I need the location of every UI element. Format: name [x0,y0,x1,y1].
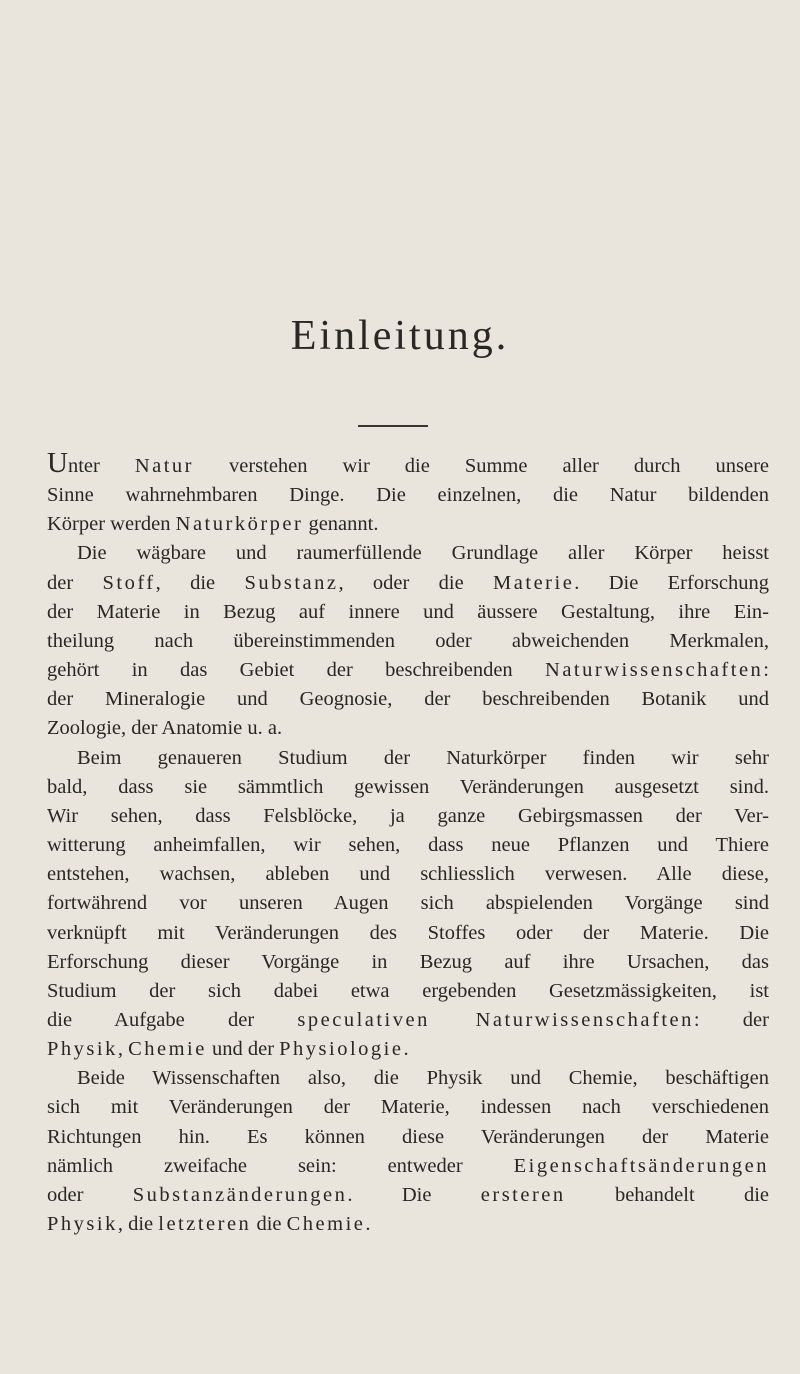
text-run: nter [67,455,135,477]
drop-cap: U [47,447,68,479]
text-line [47,569,769,598]
emphasized-term: Chemie [128,1038,207,1061]
text-run: Erforschung dieser Vorgänge in Bezug auf ihre Ursachen, das [47,950,769,973]
emphasized-term: letzteren [158,1213,252,1236]
text-line [47,627,769,656]
text-run: witterung anheimfallen, wir sehen, dass neue Pflanzen und Thiere [47,834,769,857]
text-run: die Aufgabe der [47,1008,298,1031]
text-line [47,1064,769,1093]
text-line [47,714,769,743]
text-run: sich mit Veränderungen der Materie, indessen nach verschiedenen [47,1096,769,1119]
emphasized-term: Physik [47,1213,118,1236]
emphasized-term: Naturwissenschaften [545,659,764,682]
text-line [47,1152,769,1181]
text-line [47,773,769,802]
text-run: . [365,1213,371,1236]
text-run: Körper werden [47,513,176,536]
text-run: verstehen wir die Summe aller durch unsere [194,455,770,477]
text-line [47,447,770,481]
body-text [47,447,770,1239]
text-line [47,744,769,773]
emphasized-term: Materie [493,571,575,594]
emphasized-term: Physik [47,1038,118,1061]
text-line [47,539,769,568]
text-run: : der [693,1008,769,1031]
text-line [47,919,769,948]
text-run: . [403,1038,409,1061]
text-line [47,977,769,1006]
emphasized-term: speculativen Naturwissenschaften [297,1008,694,1031]
emphasized-term: Substanzänderungen [132,1183,348,1206]
text-run: , [117,1038,129,1061]
text-line [47,1210,769,1239]
text-line [47,1181,769,1210]
emphasized-term: Eigenschaftsänderungen [513,1154,769,1177]
text-run: Beide Wissenschaften also, die Physik und Chemie, beschäftigen [77,1067,769,1090]
text-run: die [251,1213,287,1236]
title-divider [358,425,428,427]
text-line [47,1093,769,1122]
text-line [47,860,769,889]
text-run: der [47,571,103,594]
text-run: Richtungen hin. Es können diese Veränderungen der Materie [47,1125,769,1148]
text-run: Sinne wahrnehmbaren Dinge. Die einzelnen, die Natur bildenden [47,484,769,507]
text-line [47,1035,769,1064]
text-run: der Mineralogie und Geognosie, der beschreibenden Botanik und [47,688,769,711]
text-run: genannt. [303,513,379,536]
text-run: der Materie in Bezug auf innere und äussere Gestaltung, ihre Ein- [47,600,769,623]
text-run: gehört in das Gebiet der beschreibenden [47,659,546,682]
text-run: theilung nach übereinstimmenden oder abweichenden Merkmalen, [47,629,769,652]
text-run: Beim genaueren Studium der Naturkörper finden wir sehr [77,746,769,769]
text-run: bald, dass sie sämmtlich gewissen Veränderungen ausgesetzt sind. [47,775,769,798]
text-line [47,831,769,860]
text-run: . Die [347,1183,481,1206]
emphasized-term: Substanz [244,571,339,594]
emphasized-term: ersteren [480,1183,566,1206]
text-line [47,656,769,685]
text-line [47,1006,769,1035]
text-run: fortwährend vor unseren Augen sich abspielenden Vorgänge sind [47,892,769,915]
emphasized-term: Chemie [286,1213,366,1236]
text-line [47,685,769,714]
text-line [47,1123,769,1152]
emphasized-term: Stoff [102,571,156,594]
chapter-title: Einleitung. [290,313,510,359]
text-run: : [763,659,769,682]
text-line [47,948,769,977]
text-run: , oder die [338,571,494,594]
text-run: behandelt die [565,1183,769,1206]
text-run: und der [206,1038,280,1061]
text-run: oder [47,1183,133,1206]
text-line [47,598,769,627]
emphasized-term: Naturkörper [175,513,304,536]
text-run: Wir sehen, dass Felsblöcke, ja ganze Gebirgsmassen der Ver- [47,804,769,827]
emphasized-term: Physiologie [279,1038,404,1061]
emphasized-term: Natur [134,455,194,477]
text-run: Die wägbare und raumerfüllende Grundlage aller Körper heisst [77,542,769,565]
text-line [47,889,769,918]
text-run: verknüpft mit Veränderungen des Stoffes oder der Materie. Die [47,921,769,944]
text-run: Studium der sich dabei etwa ergebenden Gesetzmässigkeiten, ist [47,979,769,1002]
text-run: entstehen, wachsen, ableben und schliesslich verwesen. Alle diese, [47,863,769,886]
text-run: . Die Erforschung [574,571,769,594]
text-run: , die [155,571,245,594]
text-line [47,802,769,831]
text-run: Zoologie, der Anatomie u. a. [47,717,283,740]
text-run: , die [117,1213,159,1236]
text-line [47,481,769,510]
text-line [47,510,769,539]
text-run: nämlich zweifache sein: entweder [47,1154,514,1177]
